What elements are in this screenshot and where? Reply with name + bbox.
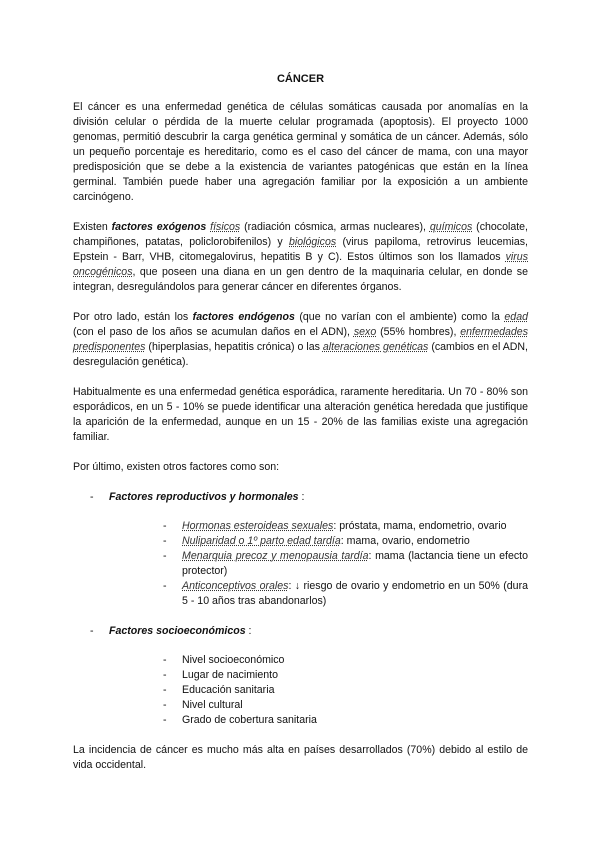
reproductive-hormonal-title: Factores reproductivos y hormonales <box>109 491 299 503</box>
term-predisposing-diseases: enfermedades predisponentes <box>73 326 528 353</box>
intro-paragraph: El cáncer es una enfermedad genética de células somáticas causada por anomalías en la división celular o pérdida de la muerte celular programada (apoptosis). El proyecto 1000 genomas, permitió descubrir la carga genética germinal y somática de un cáncer. Además, sólo un pequeño porcentaje es hereditario, como es el caso del cáncer de mama, con una mayor predisposición que se debe a la existencia de variantes patogénicas que están en la línea germinal. También puede haber una agregación familiar por la exposición a un ambiente carcinógeno. <box>73 101 528 203</box>
term-biological: biológicos <box>289 236 337 248</box>
exogenous-paragraph: Existen factores exógenos físicos (radiación cósmica, armas nucleares), químicos (chocolate, champiñones, patatas, policlorobifenilos) y biológicos (virus papiloma, retrovirus leucemias, Epstein - Barr, VHB, citomegalovirus, hepatitis B y C). Estos últimos son los llamados virus oncogénicos, que poseen una diana en un gen dentro de la maquinaria celular, en donde se integran, desregulándolos para generar cáncer en diferentes órganos. <box>73 221 528 293</box>
sporadic-paragraph: Habitualmente es una enfermedad genética esporádica, raramente hereditaria. Un 70 - 80% son esporádicos, en un 5 - 10% se puede identificar una alteración genética heredada que justifique la aparición de la enfermedad, aunque en un 15 - 20% de las familias existe una agregación familiar. <box>73 386 528 443</box>
incidence-paragraph: La incidencia de cáncer es mucho más alta en países desarrollados (70%) debido al estilo de vida occidental. <box>73 744 528 771</box>
exogenous-heading: factores exógenos <box>111 221 207 233</box>
term-oncogenic-virus: virus oncogénicos <box>73 251 528 278</box>
list-item: - Hormonas esteroideas sexuales: próstata, mama, endometrio, ovario <box>163 520 507 532</box>
term-chemical: químicos <box>429 221 473 233</box>
socioeconomic-items <box>109 653 528 728</box>
list-item: - Nivel cultural <box>163 699 243 711</box>
socioeconomic-title: Factores socioeconómicos <box>109 625 246 637</box>
factors-list <box>73 490 528 728</box>
dash-bullet: - <box>90 625 94 637</box>
list-item: - Lugar de nacimiento <box>163 669 278 681</box>
term-sex: sexo <box>353 326 377 338</box>
socioeconomic-group: - Factores socioeconómicos : - Nivel socioeconómico - Lugar de nacimiento - Educación sanitaria - Nivel cultural - Grado de cobertura sanitaria <box>73 624 528 728</box>
list-item: - Anticonceptivos orales: ↓ riesgo de ovario y endometrio en un 50% (dura 5 - 10 años tras abandonarlos) <box>163 580 528 607</box>
endogenous-heading: factores endógenos <box>192 311 295 323</box>
list-item: - Grado de cobertura sanitaria <box>163 714 317 726</box>
list-item: - Educación sanitaria <box>163 684 275 696</box>
list-item: - Nuliparidad o 1º parto edad tardía: mama, ovario, endometrio <box>163 535 470 547</box>
other-factors-intro: Por último, existen otros factores como son: <box>73 461 280 473</box>
list-item: - Nivel socioeconómico <box>163 654 285 666</box>
term-age: edad <box>504 311 528 323</box>
term-genetic-alterations: alteraciones genéticas <box>322 341 429 353</box>
list-item: - Menarquia precoz y menopausia tardía: mama (lactancia tiene un efecto protector) <box>163 550 529 577</box>
dash-bullet: - <box>90 491 94 503</box>
term-physical: físicos <box>210 221 241 233</box>
page-title: CÁNCER <box>276 73 325 85</box>
endogenous-paragraph: Por otro lado, están los factores endógenos (que no varían con el ambiente) como la edad (con el paso de los años se acumulan daños en el ADN), sexo (55% hombres), enfermedades predisponentes (hiperplasias, hepatitis crónica) o las alteraciones genéticas (cambios en el ADN, desregulación genética). <box>73 311 528 368</box>
reproductive-hormonal-group: - Factores reproductivos y hormonales : - Hormonas esteroideas sexuales: próstata, mama, endometrio, ovario - Nuliparidad o 1º parto edad tardía: mama, ovario, endometrio - Menarquia precoz y menopausia tardía: mama (lactancia tiene un efecto protector) - Anticonceptivos orales: ↓ riesgo de ovario y endometrio en un 50% (dura 5 - 10 años tras abandonarlos) <box>90 491 529 607</box>
reproductive-hormonal-items <box>109 519 528 609</box>
